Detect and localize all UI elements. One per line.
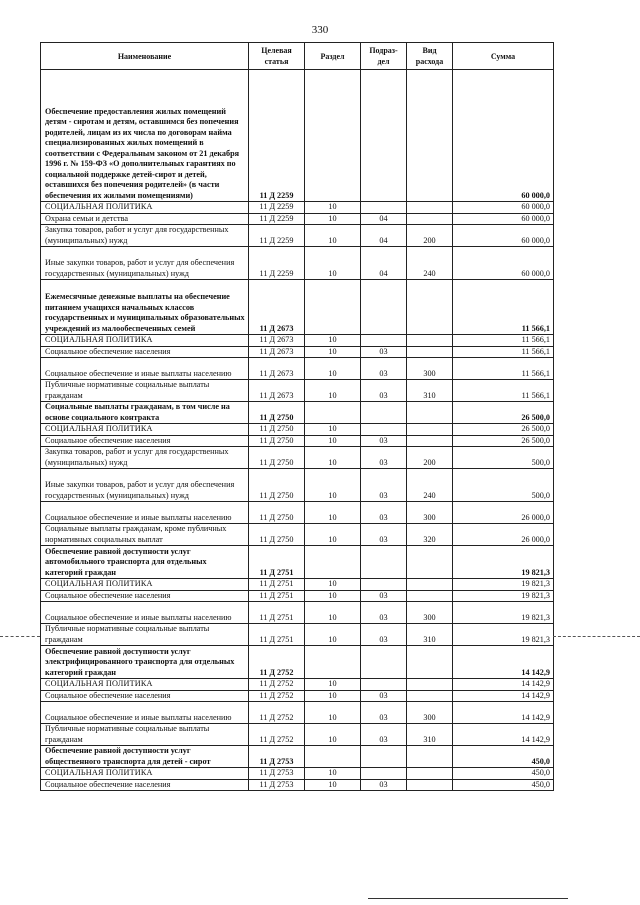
row-expense-type: 200 bbox=[407, 225, 453, 247]
table-row bbox=[41, 546, 554, 579]
row-section: 10 bbox=[305, 579, 361, 591]
header-target: Целевая статья bbox=[249, 43, 305, 70]
row-amount: 19 821,3 bbox=[453, 590, 554, 602]
row-target: 11 Д 2751 bbox=[249, 602, 305, 624]
row-amount: 60 000,0 bbox=[453, 247, 554, 280]
row-name: Социальное обеспечение населения bbox=[41, 346, 249, 358]
row-target: 11 Д 2752 bbox=[249, 690, 305, 702]
dashed-line-right bbox=[553, 636, 640, 637]
row-amount: 14 142,9 bbox=[453, 679, 554, 691]
row-name: Ежемесячные денежные выплаты на обеспечение питанием учащихся начальных классов государственных и муниципальных образовательных учреждений из малообеспеченных семей bbox=[41, 280, 249, 335]
row-section: 10 bbox=[305, 779, 361, 791]
row-name: СОЦИАЛЬНАЯ ПОЛИТИКА bbox=[41, 202, 249, 214]
row-name: Социальное обеспечение населения bbox=[41, 590, 249, 602]
row-name: Социальное обеспечение и иные выплаты населению bbox=[41, 502, 249, 524]
header-section: Раздел bbox=[305, 43, 361, 70]
row-amount: 450,0 bbox=[453, 779, 554, 791]
table-row bbox=[41, 690, 554, 702]
table-row bbox=[41, 590, 554, 602]
row-target: 11 Д 2259 bbox=[249, 225, 305, 247]
row-subsection bbox=[361, 579, 407, 591]
table-row bbox=[41, 335, 554, 347]
row-expense-type bbox=[407, 335, 453, 347]
row-amount: 450,0 bbox=[453, 746, 554, 768]
row-expense-type: 300 bbox=[407, 602, 453, 624]
row-name: Закупка товаров, работ и услуг для государственных (муниципальных) нужд bbox=[41, 447, 249, 469]
row-amount: 11 566,1 bbox=[453, 280, 554, 335]
row-target: 11 Д 2751 bbox=[249, 546, 305, 579]
row-amount: 14 142,9 bbox=[453, 646, 554, 679]
row-name: Социальное обеспечение населения bbox=[41, 435, 249, 447]
row-name: Социальные выплаты гражданам, в том числе на основе социального контракта bbox=[41, 402, 249, 424]
row-subsection: 03 bbox=[361, 624, 407, 646]
table-header-row bbox=[41, 43, 554, 70]
row-name: Социальное обеспечение населения bbox=[41, 690, 249, 702]
row-subsection: 03 bbox=[361, 590, 407, 602]
row-expense-type: 240 bbox=[407, 469, 453, 502]
table-row bbox=[41, 679, 554, 691]
table-row bbox=[41, 280, 554, 335]
row-name: СОЦИАЛЬНАЯ ПОЛИТИКА bbox=[41, 335, 249, 347]
row-amount: 60 000,0 bbox=[453, 70, 554, 202]
row-name: Социальное обеспечение и иные выплаты населению bbox=[41, 602, 249, 624]
row-section bbox=[305, 70, 361, 202]
row-subsection bbox=[361, 546, 407, 579]
row-subsection: 03 bbox=[361, 469, 407, 502]
table-row bbox=[41, 746, 554, 768]
row-subsection: 03 bbox=[361, 702, 407, 724]
row-expense-type bbox=[407, 213, 453, 225]
row-target: 11 Д 2752 bbox=[249, 702, 305, 724]
row-name: Социальное обеспечение населения bbox=[41, 779, 249, 791]
row-name: СОЦИАЛЬНАЯ ПОЛИТИКА bbox=[41, 768, 249, 780]
row-section: 10 bbox=[305, 380, 361, 402]
row-target: 11 Д 2750 bbox=[249, 502, 305, 524]
row-expense-type bbox=[407, 779, 453, 791]
row-target: 11 Д 2750 bbox=[249, 424, 305, 436]
row-subsection: 03 bbox=[361, 380, 407, 402]
row-amount: 19 821,3 bbox=[453, 602, 554, 624]
row-section: 10 bbox=[305, 702, 361, 724]
row-section: 10 bbox=[305, 358, 361, 380]
row-section: 10 bbox=[305, 690, 361, 702]
row-section: 10 bbox=[305, 424, 361, 436]
row-section bbox=[305, 546, 361, 579]
row-target: 11 Д 2673 bbox=[249, 335, 305, 347]
row-subsection bbox=[361, 746, 407, 768]
row-amount: 19 821,3 bbox=[453, 546, 554, 579]
table-row bbox=[41, 402, 554, 424]
row-expense-type: 310 bbox=[407, 380, 453, 402]
row-amount: 26 500,0 bbox=[453, 424, 554, 436]
header-subsection: Подраз- дел bbox=[361, 43, 407, 70]
row-amount: 14 142,9 bbox=[453, 724, 554, 746]
row-amount: 26 000,0 bbox=[453, 524, 554, 546]
row-section: 10 bbox=[305, 469, 361, 502]
row-name: СОЦИАЛЬНАЯ ПОЛИТИКА bbox=[41, 579, 249, 591]
row-amount: 26 500,0 bbox=[453, 435, 554, 447]
row-expense-type bbox=[407, 546, 453, 579]
row-amount: 11 566,1 bbox=[453, 335, 554, 347]
row-section: 10 bbox=[305, 502, 361, 524]
row-target: 11 Д 2673 bbox=[249, 358, 305, 380]
row-target: 11 Д 2750 bbox=[249, 435, 305, 447]
row-name: Обеспечение предоставления жилых помещений детям - сиротам и детям, оставшимся без попечения родителей, лицам из их числа по договорам найма специализированных жилых помещений в соответствии с Федеральным законом от 21 декабря 1996 г. № 159-ФЗ «О дополнительных гарантиях по социальной поддержке детей-сирот и детей, оставшихся без попечения родителей» (в части обеспечения их жилыми помещениями) bbox=[41, 70, 249, 202]
row-subsection bbox=[361, 402, 407, 424]
row-expense-type: 310 bbox=[407, 724, 453, 746]
row-target: 11 Д 2751 bbox=[249, 590, 305, 602]
table-row bbox=[41, 358, 554, 380]
table-row bbox=[41, 768, 554, 780]
row-subsection: 03 bbox=[361, 346, 407, 358]
row-subsection bbox=[361, 70, 407, 202]
row-target: 11 Д 2752 bbox=[249, 646, 305, 679]
row-amount: 500,0 bbox=[453, 447, 554, 469]
row-section bbox=[305, 280, 361, 335]
row-target: 11 Д 2752 bbox=[249, 679, 305, 691]
row-section: 10 bbox=[305, 524, 361, 546]
row-subsection: 03 bbox=[361, 602, 407, 624]
row-expense-type bbox=[407, 435, 453, 447]
row-target: 11 Д 2259 bbox=[249, 70, 305, 202]
row-section bbox=[305, 402, 361, 424]
table-row bbox=[41, 435, 554, 447]
row-target: 11 Д 2259 bbox=[249, 213, 305, 225]
row-expense-type: 240 bbox=[407, 247, 453, 280]
row-amount: 19 821,3 bbox=[453, 579, 554, 591]
row-section: 10 bbox=[305, 435, 361, 447]
row-subsection: 03 bbox=[361, 524, 407, 546]
row-expense-type bbox=[407, 402, 453, 424]
row-amount: 19 821,3 bbox=[453, 624, 554, 646]
row-section: 10 bbox=[305, 335, 361, 347]
table-row bbox=[41, 724, 554, 746]
table-row bbox=[41, 502, 554, 524]
row-subsection bbox=[361, 679, 407, 691]
row-expense-type: 300 bbox=[407, 702, 453, 724]
row-amount: 11 566,1 bbox=[453, 380, 554, 402]
row-amount: 60 000,0 bbox=[453, 202, 554, 214]
table-row bbox=[41, 646, 554, 679]
row-target: 11 Д 2753 bbox=[249, 779, 305, 791]
row-subsection bbox=[361, 768, 407, 780]
row-amount: 26 500,0 bbox=[453, 402, 554, 424]
row-section: 10 bbox=[305, 202, 361, 214]
row-target: 11 Д 2259 bbox=[249, 202, 305, 214]
row-target: 11 Д 2673 bbox=[249, 380, 305, 402]
row-expense-type: 300 bbox=[407, 358, 453, 380]
table-row bbox=[41, 213, 554, 225]
table-row bbox=[41, 70, 554, 202]
row-amount: 11 566,1 bbox=[453, 358, 554, 380]
row-subsection: 03 bbox=[361, 690, 407, 702]
row-name: Публичные нормативные социальные выплаты гражданам bbox=[41, 380, 249, 402]
row-section: 10 bbox=[305, 225, 361, 247]
row-expense-type bbox=[407, 679, 453, 691]
row-name: Публичные нормативные социальные выплаты гражданам bbox=[41, 724, 249, 746]
row-target: 11 Д 2750 bbox=[249, 447, 305, 469]
row-subsection: 03 bbox=[361, 779, 407, 791]
row-expense-type bbox=[407, 690, 453, 702]
row-subsection: 04 bbox=[361, 247, 407, 280]
row-name: Публичные нормативные социальные выплаты гражданам bbox=[41, 624, 249, 646]
row-amount: 14 142,9 bbox=[453, 702, 554, 724]
row-section: 10 bbox=[305, 346, 361, 358]
row-expense-type: 320 bbox=[407, 524, 453, 546]
row-target: 11 Д 2751 bbox=[249, 579, 305, 591]
row-name: Обеспечение равной доступности услуг электрифицированного транспорта для отдельных категорий граждан bbox=[41, 646, 249, 679]
row-section: 10 bbox=[305, 602, 361, 624]
row-amount: 14 142,9 bbox=[453, 690, 554, 702]
row-section: 10 bbox=[305, 624, 361, 646]
row-section: 10 bbox=[305, 590, 361, 602]
row-section: 10 bbox=[305, 447, 361, 469]
row-target: 11 Д 2750 bbox=[249, 469, 305, 502]
table-row bbox=[41, 469, 554, 502]
header-expense-type: Вид расхода bbox=[407, 43, 453, 70]
table-row bbox=[41, 225, 554, 247]
row-subsection: 03 bbox=[361, 358, 407, 380]
table-row bbox=[41, 779, 554, 791]
row-subsection: 04 bbox=[361, 225, 407, 247]
header-amount: Сумма bbox=[453, 43, 554, 70]
row-amount: 60 000,0 bbox=[453, 213, 554, 225]
budget-table bbox=[40, 42, 554, 791]
header-name: Наименование bbox=[41, 43, 249, 70]
row-name: СОЦИАЛЬНАЯ ПОЛИТИКА bbox=[41, 679, 249, 691]
footer-rule bbox=[368, 898, 568, 899]
row-target: 11 Д 2750 bbox=[249, 402, 305, 424]
row-subsection: 03 bbox=[361, 724, 407, 746]
row-expense-type bbox=[407, 579, 453, 591]
row-subsection bbox=[361, 202, 407, 214]
row-subsection: 03 bbox=[361, 435, 407, 447]
row-subsection bbox=[361, 646, 407, 679]
table-row bbox=[41, 247, 554, 280]
table-row bbox=[41, 447, 554, 469]
row-expense-type: 200 bbox=[407, 447, 453, 469]
row-subsection bbox=[361, 335, 407, 347]
row-amount: 500,0 bbox=[453, 469, 554, 502]
table-row bbox=[41, 624, 554, 646]
row-section: 10 bbox=[305, 724, 361, 746]
row-expense-type bbox=[407, 646, 453, 679]
row-subsection: 03 bbox=[361, 502, 407, 524]
table-row bbox=[41, 202, 554, 214]
row-name: Закупка товаров, работ и услуг для государственных (муниципальных) нужд bbox=[41, 225, 249, 247]
row-target: 11 Д 2673 bbox=[249, 280, 305, 335]
row-target: 11 Д 2259 bbox=[249, 247, 305, 280]
row-amount: 450,0 bbox=[453, 768, 554, 780]
table-row bbox=[41, 380, 554, 402]
row-subsection bbox=[361, 280, 407, 335]
table-row bbox=[41, 579, 554, 591]
row-subsection: 03 bbox=[361, 447, 407, 469]
row-expense-type bbox=[407, 70, 453, 202]
row-target: 11 Д 2752 bbox=[249, 724, 305, 746]
row-expense-type bbox=[407, 202, 453, 214]
table-row bbox=[41, 702, 554, 724]
row-section bbox=[305, 746, 361, 768]
row-expense-type bbox=[407, 424, 453, 436]
row-expense-type bbox=[407, 346, 453, 358]
row-name: Социальное обеспечение и иные выплаты населению bbox=[41, 358, 249, 380]
row-name: СОЦИАЛЬНАЯ ПОЛИТИКА bbox=[41, 424, 249, 436]
row-name: Иные закупки товаров, работ и услуг для обеспечения государственных (муниципальных) нужд bbox=[41, 469, 249, 502]
row-section: 10 bbox=[305, 679, 361, 691]
row-target: 11 Д 2750 bbox=[249, 524, 305, 546]
row-name: Социальные выплаты гражданам, кроме публичных нормативных социальных выплат bbox=[41, 524, 249, 546]
row-name: Обеспечение равной доступности услуг автомобильного транспорта для отдельных категорий граждан bbox=[41, 546, 249, 579]
dashed-line-left bbox=[0, 636, 40, 637]
row-target: 11 Д 2753 bbox=[249, 768, 305, 780]
table-row bbox=[41, 424, 554, 436]
row-name: Социальное обеспечение и иные выплаты населению bbox=[41, 702, 249, 724]
row-expense-type: 300 bbox=[407, 502, 453, 524]
row-amount: 60 000,0 bbox=[453, 225, 554, 247]
table-row bbox=[41, 346, 554, 358]
table-row bbox=[41, 524, 554, 546]
row-amount: 26 000,0 bbox=[453, 502, 554, 524]
row-name: Иные закупки товаров, работ и услуг для обеспечения государственных (муниципальных) нужд bbox=[41, 247, 249, 280]
row-section bbox=[305, 646, 361, 679]
row-subsection: 04 bbox=[361, 213, 407, 225]
row-target: 11 Д 2673 bbox=[249, 346, 305, 358]
row-target: 11 Д 2751 bbox=[249, 624, 305, 646]
row-section: 10 bbox=[305, 247, 361, 280]
row-section: 10 bbox=[305, 768, 361, 780]
row-expense-type bbox=[407, 280, 453, 335]
row-section: 10 bbox=[305, 213, 361, 225]
table-row bbox=[41, 602, 554, 624]
row-target: 11 Д 2753 bbox=[249, 746, 305, 768]
row-name: Обеспечение равной доступности услуг общественного транспорта для детей - сирот bbox=[41, 746, 249, 768]
row-expense-type bbox=[407, 746, 453, 768]
row-expense-type bbox=[407, 590, 453, 602]
row-expense-type: 310 bbox=[407, 624, 453, 646]
row-subsection bbox=[361, 424, 407, 436]
row-name: Охрана семьи и детства bbox=[41, 213, 249, 225]
row-expense-type bbox=[407, 768, 453, 780]
row-amount: 11 566,1 bbox=[453, 346, 554, 358]
page-number: 330 bbox=[311, 24, 329, 36]
